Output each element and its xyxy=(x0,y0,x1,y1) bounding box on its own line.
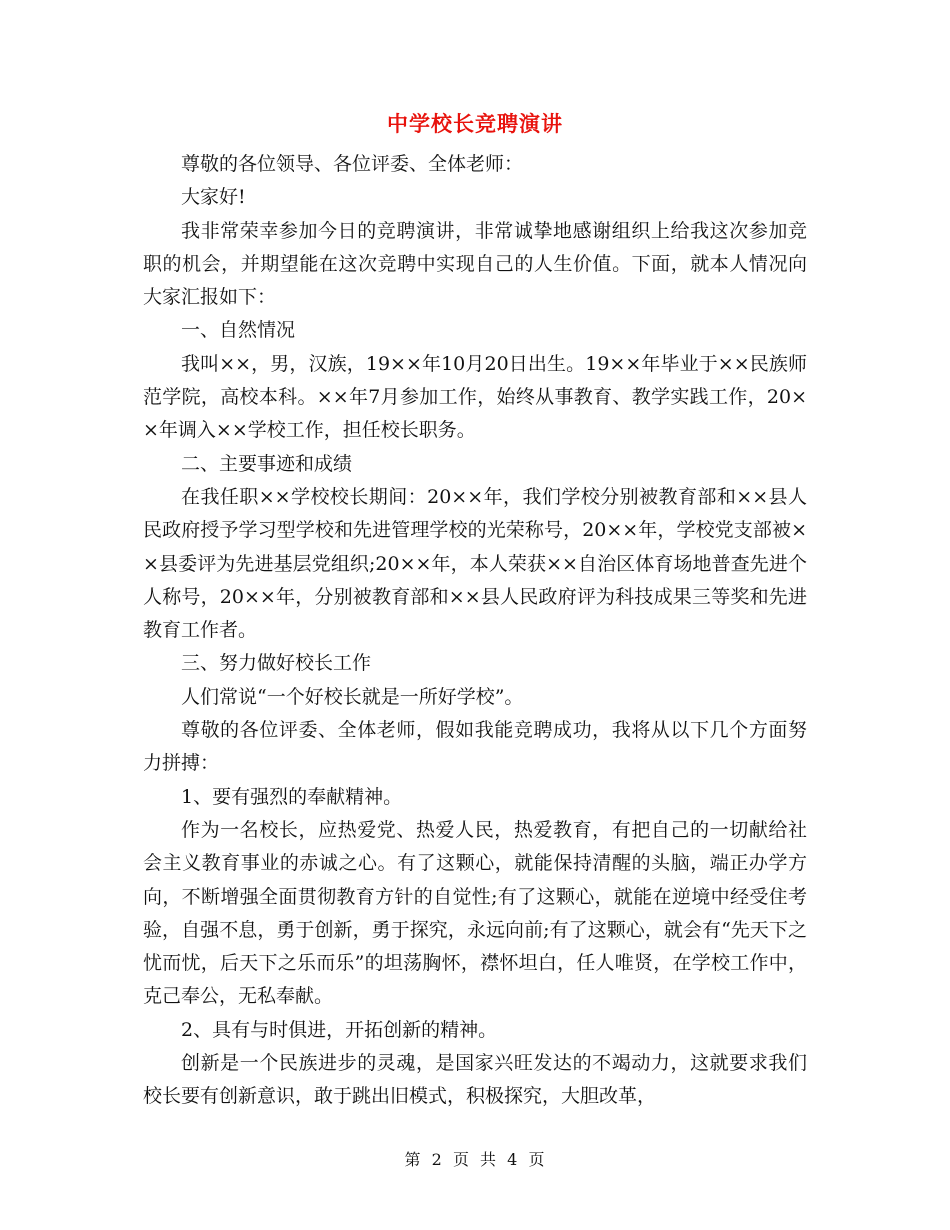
document-body xyxy=(143,148,807,1114)
paragraph: 我叫××，男，汉族，19××年10月20日出生。19××年毕业于××民族师范学院，高校本科。××年7月参加工作，始终从事教育、教学实践工作，20××年调入××学校工作，担任校长职务。 xyxy=(143,352,807,442)
current-page-number: 2 xyxy=(431,1150,443,1169)
footer-total-prefix: 共 xyxy=(480,1150,498,1169)
page-footer xyxy=(0,1147,950,1170)
paragraph: 作为一名校长，应热爱党、热爱人民，热爱教育，有把自己的一切献给社会主义教育事业的赤诚之心。有了这颗心，就能保持清醒的头脑，端正办学方向，不断增强全面贯彻教育方针的自觉性;有了这颗心，就能在逆境中经受住考验，自强不息，勇于创新，勇于探究，永远向前;有了这颗心，就会有“先天下之忧而忧，后天下之乐而乐”的坦荡胸怀，襟怀坦白，任人唯贤，在学校工作中，克己奉公，无私奉献。 xyxy=(143,818,807,1008)
footer-page-label: 页 xyxy=(452,1150,470,1169)
subsection-heading: 1、要有强烈的奉献精神。 xyxy=(181,785,403,808)
paragraph: 人们常说“一个好校长就是一所好学校”。 xyxy=(181,685,524,708)
section-heading: 三、努力做好校长工作 xyxy=(181,652,372,675)
paragraph: 尊敬的各位领导、各位评委、全体老师： xyxy=(181,153,524,175)
document-title: 中学校长竞聘演讲 xyxy=(387,111,563,136)
subsection-heading: 2、具有与时俱进，开拓创新的精神。 xyxy=(181,1018,498,1041)
section-heading: 一、自然情况 xyxy=(181,319,296,342)
paragraph: 尊敬的各位评委、全体老师，假如我能竞聘成功，我将从以下几个方面努力拼搏： xyxy=(143,719,807,775)
paragraph: 在我任职××学校校长期间：20××年，我们学校分别被教育部和××县人民政府授予学习型学校和先进管理学校的光荣称号，20××年，学校党支部被××县委评为先进基层党组织;20××年，本人荣获××自治区体育场地普查先进个人称号，20××年，分别被教育部和××县人民政府评为科技成果三等奖和先进教育工作者。 xyxy=(143,485,807,642)
footer-total-label: 页 xyxy=(528,1150,546,1169)
section-heading: 二、主要事迹和成绩 xyxy=(181,452,353,475)
total-page-number: 4 xyxy=(507,1150,519,1169)
paragraph: 大家好! xyxy=(181,186,246,209)
footer-prefix: 第 xyxy=(404,1150,422,1169)
paragraph: 创新是一个民族进步的灵魂，是国家兴旺发达的不竭动力，这就要求我们校长要有创新意识，敢于跳出旧模式，积极探究，大胆改革， xyxy=(143,1052,807,1108)
paragraph: 我非常荣幸参加今日的竞聘演讲，非常诚挚地感谢组织上给我这次参加竞职的机会，并期望能在这次竞聘中实现自己的人生价值。下面，就本人情况向大家汇报如下： xyxy=(143,219,807,309)
